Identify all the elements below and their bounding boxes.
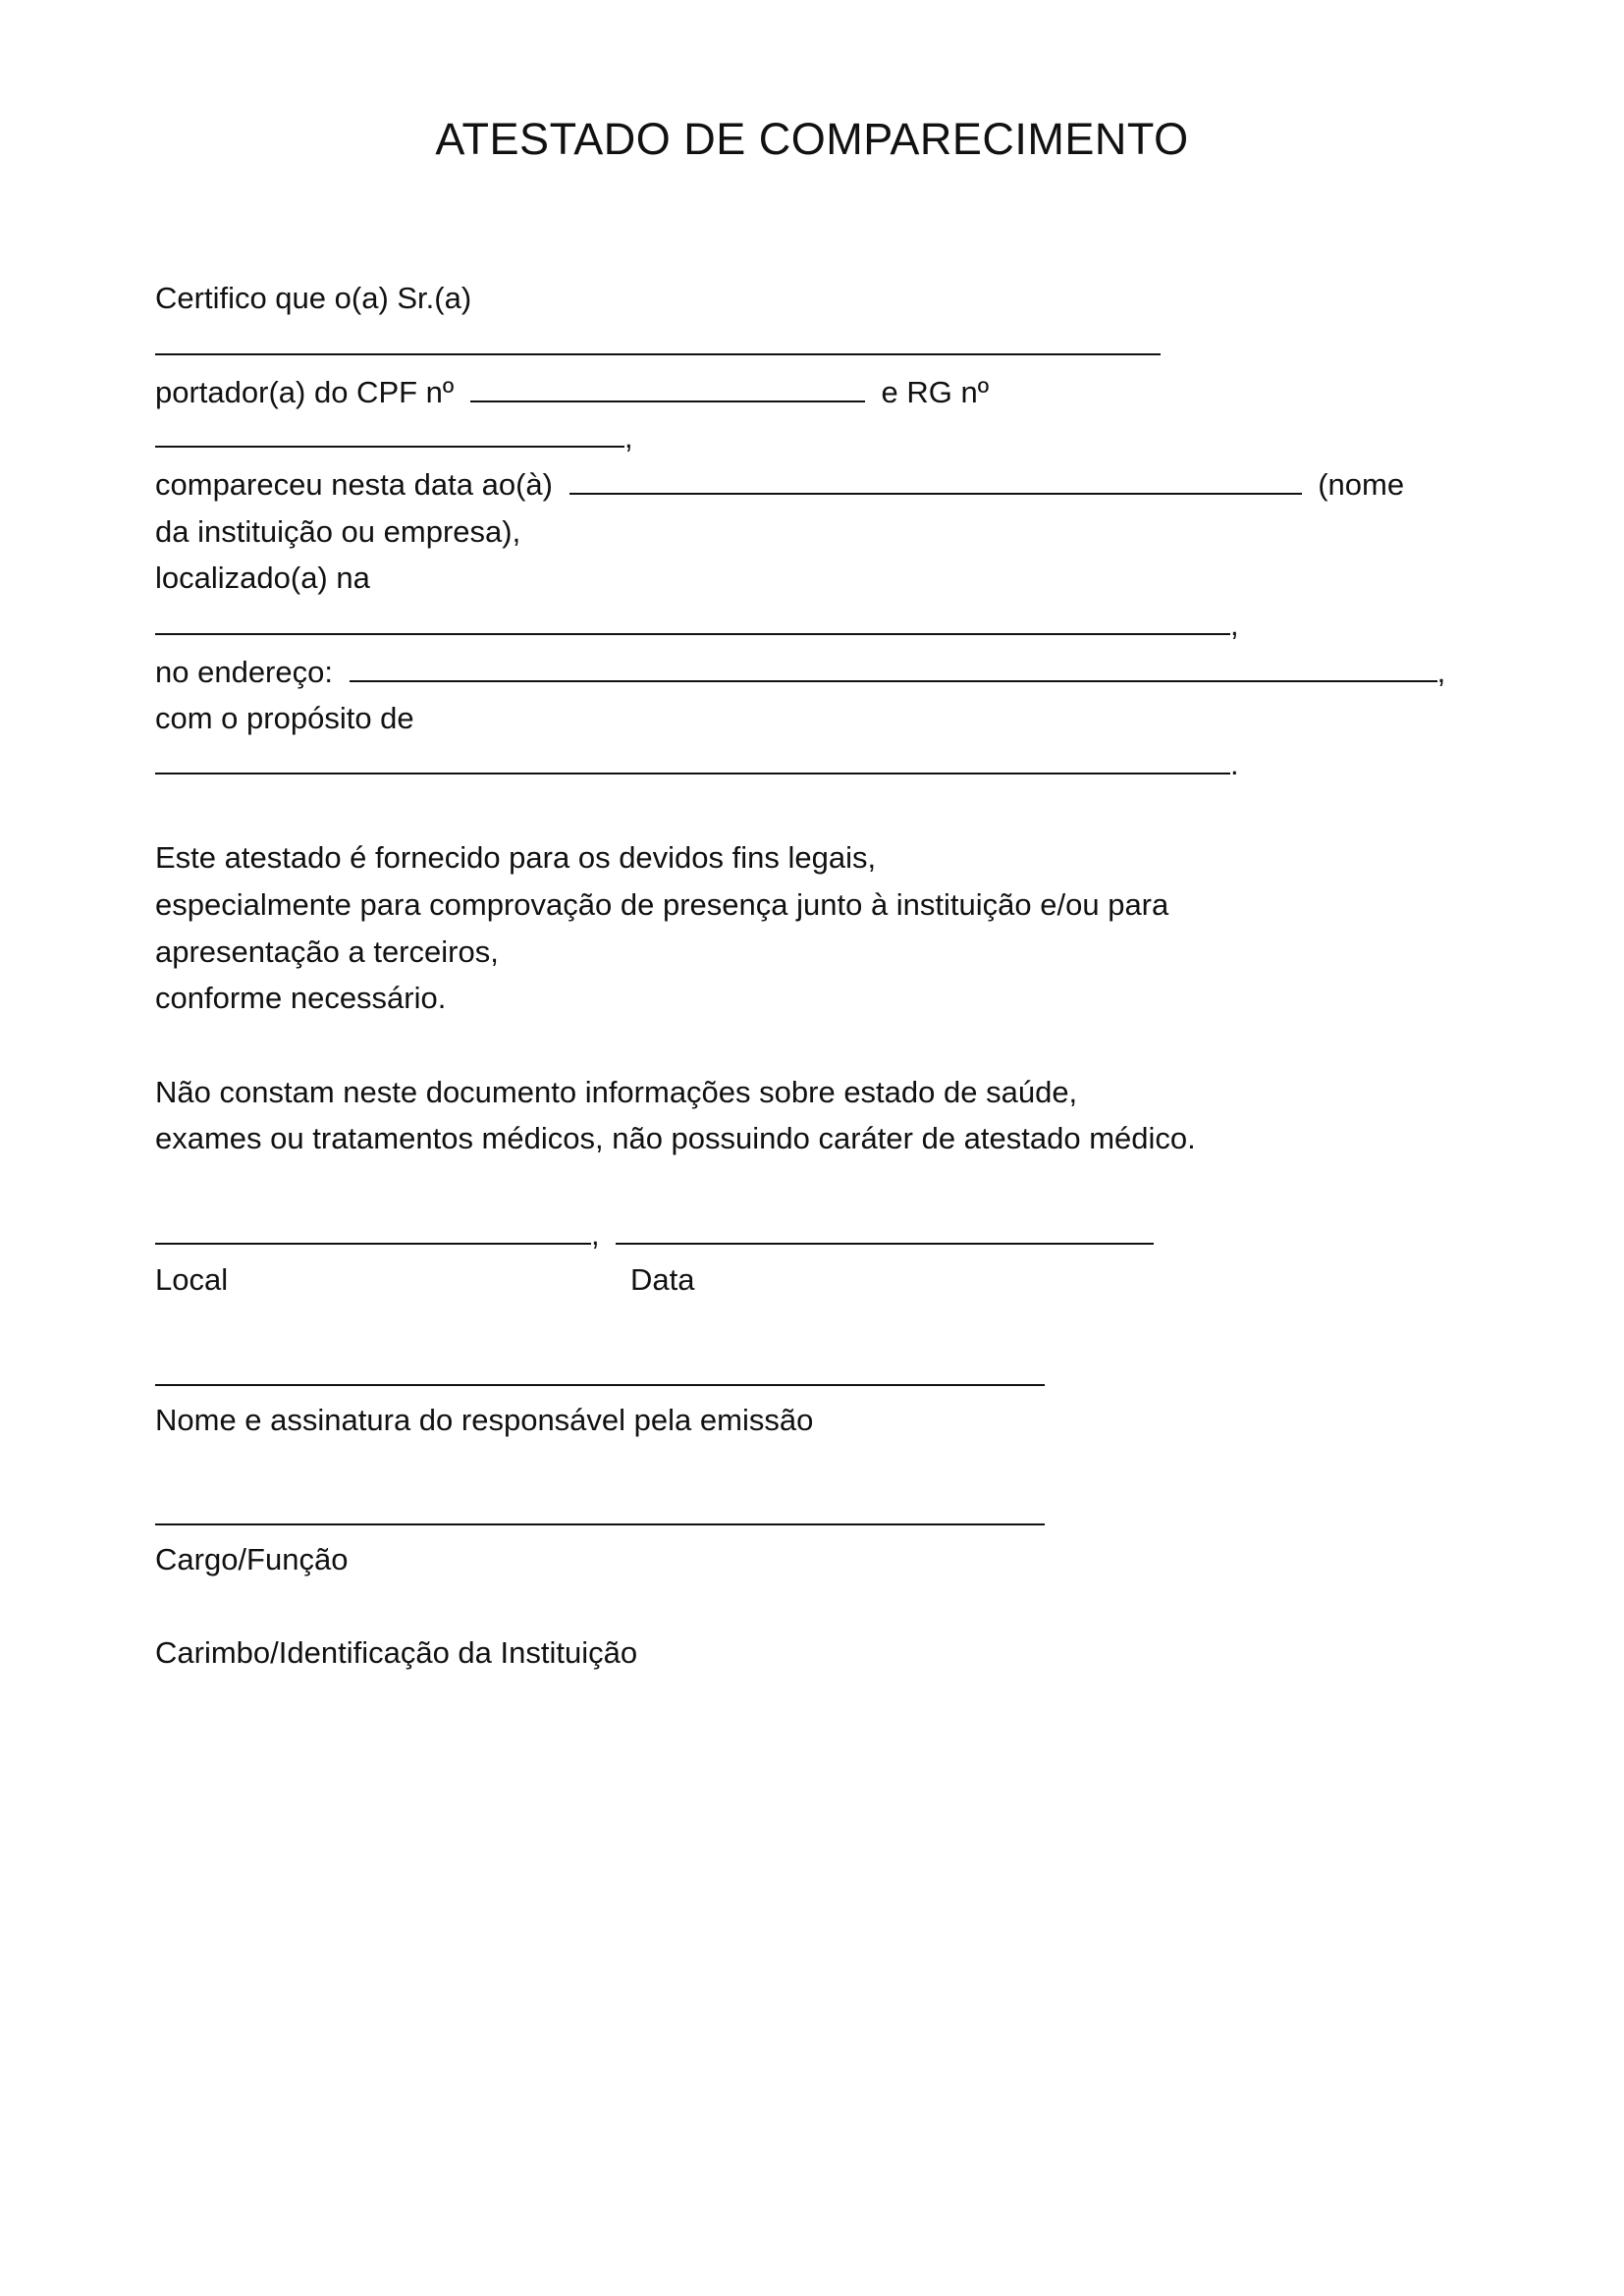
name-blank[interactable] bbox=[155, 324, 1161, 355]
address-line bbox=[155, 651, 1445, 694]
role-blank[interactable] bbox=[155, 1494, 1045, 1525]
rg-label: e RG nº bbox=[881, 375, 990, 409]
comma-text: , bbox=[591, 1217, 600, 1252]
cpf-blank[interactable] bbox=[470, 371, 865, 402]
attended-label: compareceu nesta data ao(à) bbox=[155, 467, 553, 502]
date-blank[interactable] bbox=[616, 1213, 1154, 1245]
comma-text: , bbox=[1436, 655, 1446, 689]
legal-paragraph-line: apresentação a terceiros, bbox=[155, 934, 499, 969]
located-label: localizado(a) na bbox=[155, 561, 370, 595]
institution-blank[interactable] bbox=[569, 463, 1302, 495]
address-blank[interactable] bbox=[350, 651, 1437, 682]
institution-line bbox=[155, 463, 1404, 507]
local-label: Local bbox=[155, 1262, 229, 1297]
role-blank-line bbox=[155, 1494, 1045, 1537]
institution-hint: (nome bbox=[1318, 467, 1405, 502]
signature-blank-line bbox=[155, 1355, 1045, 1398]
institution-hint-continued: da instituição ou empresa), bbox=[155, 514, 521, 549]
certify-line: Certifico que o(a) Sr.(a) bbox=[155, 281, 472, 315]
period-text: . bbox=[1230, 747, 1239, 781]
address-label: no endereço: bbox=[155, 655, 333, 689]
cpf-rg-line bbox=[155, 371, 989, 414]
disclaimer-paragraph-line: exames ou tratamentos médicos, não possuindo caráter de atestado médico. bbox=[155, 1121, 1196, 1155]
location-blank-line bbox=[155, 604, 1239, 647]
purpose-blank[interactable] bbox=[155, 743, 1230, 774]
signature-label: Nome e assinatura do responsável pela emissão bbox=[155, 1403, 814, 1437]
purpose-blank-line bbox=[155, 743, 1239, 786]
legal-paragraph-line: Este atestado é fornecido para os devidos fins legais, bbox=[155, 840, 877, 875]
legal-paragraph-line: conforme necessário. bbox=[155, 981, 447, 1015]
local-date-line bbox=[155, 1213, 1154, 1256]
rg-blank[interactable] bbox=[155, 416, 624, 448]
comma-text: , bbox=[624, 420, 633, 454]
signature-blank[interactable] bbox=[155, 1355, 1045, 1386]
date-label: Data bbox=[630, 1262, 695, 1297]
document-title: ATESTADO DE COMPARECIMENTO bbox=[435, 114, 1189, 164]
rg-blank-line bbox=[155, 416, 633, 459]
name-blank-line bbox=[155, 324, 1161, 367]
legal-paragraph-line: especialmente para comprovação de presença junto à instituição e/ou para bbox=[155, 887, 1169, 922]
role-label: Cargo/Função bbox=[155, 1542, 349, 1576]
local-blank[interactable] bbox=[155, 1213, 591, 1245]
comma-text: , bbox=[1230, 608, 1239, 642]
location-blank[interactable] bbox=[155, 604, 1230, 635]
stamp-label: Carimbo/Identificação da Instituição bbox=[155, 1635, 638, 1670]
cpf-label: portador(a) do CPF nº bbox=[155, 375, 455, 409]
disclaimer-paragraph-line: Não constam neste documento informações sobre estado de saúde, bbox=[155, 1075, 1078, 1109]
purpose-label: com o propósito de bbox=[155, 701, 414, 735]
